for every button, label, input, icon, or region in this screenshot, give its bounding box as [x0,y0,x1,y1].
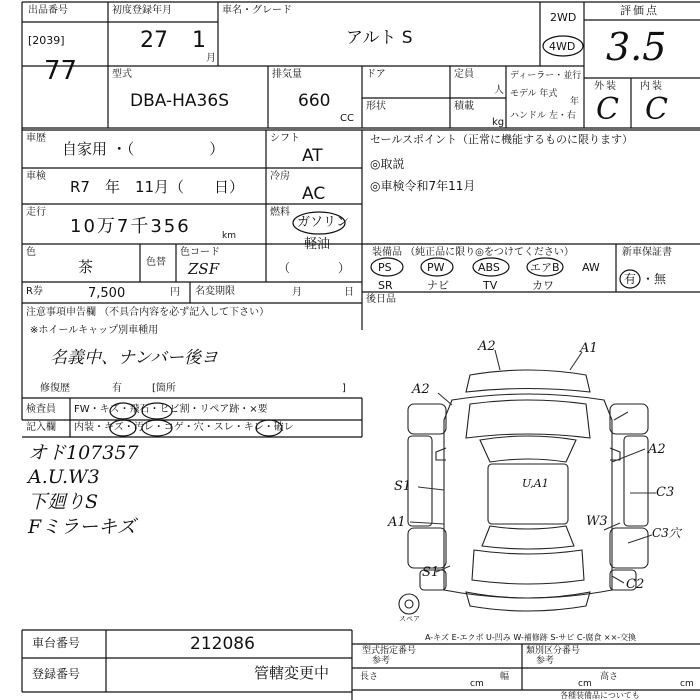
notes-title: 注意事項申告欄 （不具合内容を必ず記入して下さい） [26,307,270,318]
handwritten-note: 下廻りS [28,491,99,513]
equipment-title: 装備品 （純正品に限り◎をつけてください） [372,247,574,258]
repair-close: ] [342,383,346,394]
load-unit: kg [492,117,505,128]
ref-label: 参考 [536,656,555,666]
history-label: 車歴 [26,133,46,144]
lot-number: 77 [44,56,78,86]
entry-items: 内装・キズ・汚レ・コゲ・穴・スレ・キレ・破レ [74,422,294,433]
recycle-unit: 円 [170,287,180,298]
shift-label: シフト [270,133,300,144]
chassis-value: 212086 [190,634,255,654]
warranty-no: ・無 [642,272,667,286]
spare-label: スペア [399,615,420,623]
class-label: 類別区分番号 [526,646,581,656]
inspector-label: 検査員 [26,404,56,415]
score-value: 3.5 [606,25,667,69]
color-code-value: ZSF [188,260,220,278]
cm-unit: cm [578,679,592,689]
name-change-day: 日 [344,287,354,298]
shape-label: 形状 [366,101,386,112]
fuel-label: 燃料 [270,207,290,218]
first-reg-month: 1 [192,28,206,53]
exterior-label: 外装 [594,81,618,92]
name-change-month: 月 [292,287,302,298]
equip-sr: SR [378,279,393,292]
damage-mark: S1 [422,565,440,580]
equip-tv: TV [483,279,498,292]
damage-mark: C3穴 [652,526,681,540]
load-label: 積載 [454,101,474,112]
lot-label: 出品番号 [28,5,68,16]
damage-mark: U,A1 [522,477,549,490]
entry-label: 記入欄 [26,422,56,433]
warranty-yes: 有 [624,272,637,286]
chassis-label: 車台番号 [32,636,81,650]
score-label: 評価点 [620,4,659,17]
color-change-label: 色替 [146,257,166,268]
exterior-grade: C [596,92,619,127]
warranty-label: 新車保証書 [622,247,672,258]
damage-mark: A1 [580,341,598,356]
interior-label: 内装 [640,81,664,92]
ac-label: 冷房 [270,171,290,182]
recycle-value: 7,500 [88,286,126,301]
first-reg-label: 初度登録年月 [112,5,172,16]
color-value: 茶 [78,258,94,276]
shift-value: AT [302,146,323,166]
ac-value: AC [302,184,326,204]
color-code-label: 色コード [180,247,220,258]
width-label: 幅 [500,672,510,682]
handle-label: ハンドル 左・右 [510,111,576,121]
fuel-paren: （ ） [278,261,351,275]
inspection-label: 車検 [26,171,46,182]
color-label: 色 [26,247,36,258]
equip-abs: ABS [478,261,500,274]
equip-ps: PS [378,261,392,274]
cm-unit: cm [680,679,694,689]
type-value: DBA-HA36S [130,91,229,111]
first-reg-year: 27 [140,28,168,53]
sales-point-item: ◎取説 [370,157,405,171]
drive-4wd: 4WD [549,40,576,53]
name-change-label: 名変期限 [195,286,235,297]
model-name-label: 車名・グレード [222,5,292,16]
height-label: 高さ [600,672,619,682]
displacement-label: 排気量 [272,69,302,80]
inspection-value: R7 年 11月（ 日） [70,178,245,196]
length-label: 長さ [360,672,379,682]
equip-leather: カワ [532,279,554,292]
damage-mark: W3 [586,514,608,529]
notes-handwritten: 名義中、ナンバー後ヨ [50,348,218,368]
interior-grade: C [645,92,668,127]
reg-label: 登録番号 [32,667,81,681]
recycle-label: R券 [26,286,43,297]
model-year-label: モデル 年式 [510,89,558,99]
damage-mark: A2 [412,382,430,397]
mileage-value: 10万7千356 [70,216,191,237]
sales-points-title: セールスポイント（正常に機能するものに限ります） [370,133,634,146]
damage-mark: C2 [626,577,645,592]
displacement-value: 660 [298,91,331,111]
history-value: 自家用 ・（ ） [62,140,225,158]
repair-label: 修復歴 [40,383,70,394]
mileage-unit: km [222,231,236,241]
lot-code: [2039] [28,34,65,47]
mileage-label: 走行 [26,207,46,218]
rear-items-label: 後日品 [366,294,396,305]
capacity-label: 定員 [454,69,474,80]
damage-mark: S1 [394,479,412,494]
damage-mark: A2 [648,442,666,457]
handwritten-note: A.U.W3 [28,466,100,488]
equip-pw: PW [427,261,445,274]
type-designation-label: 型式指定番号 [362,646,417,656]
type-label: 型式 [112,69,132,80]
damage-mark: A2 [478,339,496,354]
damage-mark: A1 [388,515,406,530]
model-name: アルト S [346,28,413,48]
cm-unit: cm [470,679,484,689]
equip-airbag: エアB [530,261,560,274]
first-reg-month-unit: 月 [206,53,216,64]
reg-value: 管轄変更中 [254,664,330,682]
bottom-note: 各種装備品についても [560,691,640,700]
sales-point-item: ◎車検令和7年11月 [370,179,476,193]
dealer-label: ディーラー・並行 [510,71,582,81]
handwritten-note: Fミラーキズ [28,516,136,538]
damage-legend: A-キズ E-エクボ U-凹み W-補修跡 S-サビ C-腐食 ××-交換 [425,633,637,642]
notes-line: ※ホイールキャップ別車種用 [30,325,159,336]
repair-place: [箇所 [152,383,176,394]
door-label: ドア [366,69,386,80]
fuel-selected: ガソリン [297,215,350,230]
handwritten-note: オド107357 [28,442,139,464]
equip-navi: ナビ [427,279,449,292]
repair-value: 有 [112,383,122,394]
displacement-unit: CC [340,113,354,124]
equip-aw: AW [582,261,600,274]
drive-2wd: 2WD [550,11,577,24]
inspector-items: FW・キズ・飛石・ヒビ割・リペア跡・×要 [74,404,268,415]
ref-label: 参考 [372,656,391,666]
year-unit: 年 [570,97,580,107]
capacity-unit: 人 [494,85,504,96]
fuel-other: 軽油 [304,237,331,252]
damage-mark: C3 [656,485,675,500]
